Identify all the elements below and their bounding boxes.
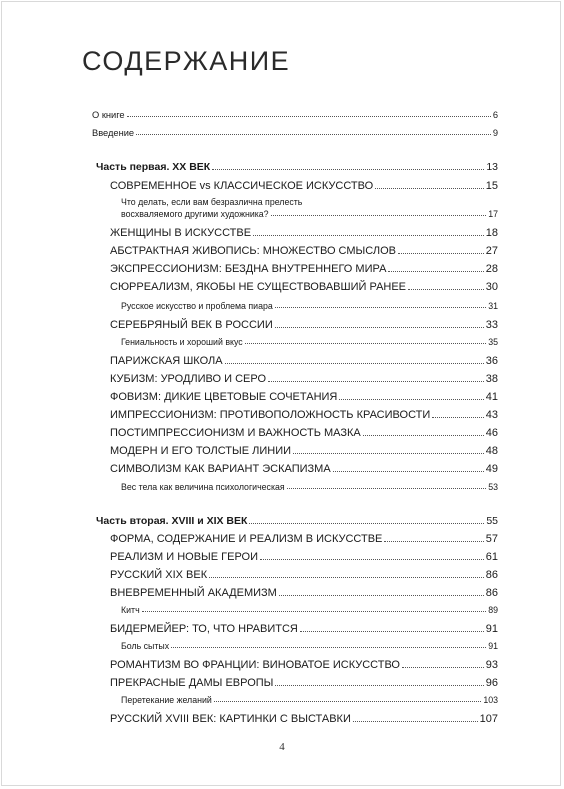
toc-entry-label: О книге bbox=[92, 110, 125, 120]
toc-entry-expressionism[interactable] bbox=[110, 263, 498, 275]
dot-leader bbox=[375, 188, 484, 189]
toc-entry-page: 35 bbox=[488, 337, 498, 347]
dot-leader bbox=[432, 417, 483, 418]
dot-leader bbox=[268, 381, 484, 382]
toc-entry-page: 9 bbox=[492, 128, 498, 138]
toc-entry-page: 89 bbox=[488, 605, 498, 615]
toc-entry-fauvism[interactable] bbox=[110, 391, 498, 403]
toc-entry-symbolism[interactable] bbox=[110, 463, 498, 475]
toc-entry-abstract[interactable] bbox=[110, 245, 498, 257]
toc-entry-page: 28 bbox=[485, 263, 498, 275]
toc-entry-modern-vs-classic[interactable] bbox=[110, 180, 498, 192]
toc-entry-page: 48 bbox=[485, 445, 498, 457]
toc-entry-page: 17 bbox=[488, 209, 498, 219]
toc-entry-label: СОВРЕМЕННОЕ vs КЛАССИЧЕСКОЕ ИСКУССТВО bbox=[110, 180, 374, 192]
dot-leader bbox=[212, 169, 484, 170]
toc-entry-label: МОДЕРН И ЕГО ТОЛСТЫЕ ЛИНИИ bbox=[110, 445, 292, 457]
dot-leader bbox=[275, 327, 484, 328]
toc-entry-page: 30 bbox=[485, 281, 498, 293]
toc-entry-russian-18[interactable] bbox=[110, 713, 498, 725]
toc-entry-page: 43 bbox=[485, 409, 498, 421]
toc-entry-label: восхваляемого другими художника? bbox=[121, 209, 269, 219]
dot-leader bbox=[214, 701, 482, 702]
dot-leader bbox=[339, 399, 483, 400]
toc-entry-women[interactable] bbox=[110, 227, 498, 239]
toc-entry-page: 15 bbox=[485, 180, 498, 192]
toc-entry-page: 49 bbox=[485, 463, 498, 475]
toc-entry-page: 55 bbox=[486, 515, 498, 527]
dot-leader bbox=[363, 435, 484, 436]
dot-leader bbox=[253, 235, 484, 236]
page-number: 4 bbox=[279, 741, 285, 753]
toc-entry-intro[interactable] bbox=[92, 128, 498, 138]
toc-entry-page: 93 bbox=[485, 659, 498, 671]
dot-leader bbox=[260, 559, 484, 560]
toc-subentry-label-line1: Что делать, если вам безразлична прелесть bbox=[121, 197, 303, 207]
toc-entry-page: 18 bbox=[485, 227, 498, 239]
toc-entry-label: ПАРИЖСКАЯ ШКОЛА bbox=[110, 355, 223, 367]
toc-entry-paris-school[interactable] bbox=[110, 355, 498, 367]
toc-entry-label: АБСТРАКТНАЯ ЖИВОПИСЬ: МНОЖЕСТВО СМЫСЛОВ bbox=[110, 245, 396, 257]
dot-leader bbox=[209, 577, 484, 578]
toc-subentry-desires[interactable] bbox=[121, 695, 498, 705]
toc-entry-page: 36 bbox=[485, 355, 498, 367]
toc-entry-page: 61 bbox=[485, 551, 498, 563]
toc-entry-label: СИМВОЛИЗМ КАК ВАРИАНТ ЭСКАПИЗМА bbox=[110, 463, 331, 475]
toc-entry-label: ЖЕНЩИНЫ В ИСКУССТВЕ bbox=[110, 227, 252, 239]
toc-entry-label: Гениальность и хороший вкус bbox=[121, 337, 243, 347]
toc-entry-realism-heroes[interactable] bbox=[110, 551, 498, 563]
dot-leader bbox=[384, 541, 483, 542]
toc-entry-page: 33 bbox=[485, 319, 498, 331]
toc-subentry-genius-taste[interactable] bbox=[121, 337, 498, 347]
toc-entry-label: Вес тела как величина психологическая bbox=[121, 482, 285, 492]
toc-entry-label: ВНЕВРЕМЕННЫЙ АКАДЕМИЗМ bbox=[110, 587, 277, 599]
toc-entry-label: Русское искусство и проблема пиара bbox=[121, 301, 273, 311]
dot-leader bbox=[300, 631, 484, 632]
toc-entry-label: ЭКСПРЕССИОНИЗМ: БЕЗДНА ВНУТРЕННЕГО МИРА bbox=[110, 263, 387, 275]
toc-entry-label: ФОВИЗМ: ДИКИЕ ЦВЕТОВЫЕ СОЧЕТАНИЯ bbox=[110, 391, 338, 403]
toc-entry-page: 46 bbox=[485, 427, 498, 439]
toc-entry-page: 6 bbox=[492, 110, 498, 120]
toc-entry-label: РЕАЛИЗМ И НОВЫЕ ГЕРОИ bbox=[110, 551, 259, 563]
toc-entry-label: РУССКИЙ XIX ВЕК bbox=[110, 569, 208, 581]
toc-entry-page: 53 bbox=[488, 482, 498, 492]
toc-entry-biedermeier[interactable] bbox=[110, 623, 498, 635]
toc-entry-label: РУССКИЙ XVIII ВЕК: КАРТИНКИ С ВЫСТАВКИ bbox=[110, 713, 351, 725]
page-title: СОДЕРЖАНИЕ bbox=[82, 46, 291, 76]
toc-entry-label: СЮРРЕАЛИЗМ, ЯКОБЫ НЕ СУЩЕСТВОВАВШИЙ РАНЕЕ bbox=[110, 281, 407, 293]
dot-leader bbox=[402, 667, 484, 668]
dot-leader bbox=[225, 363, 484, 364]
toc-entry-postimpressionism[interactable] bbox=[110, 427, 498, 439]
toc-entry-page: 38 bbox=[485, 373, 498, 385]
toc-subentry-russian-pr[interactable] bbox=[121, 301, 498, 311]
dot-leader bbox=[275, 685, 483, 686]
toc-entry-romanticism[interactable] bbox=[110, 659, 498, 671]
dot-leader bbox=[275, 307, 486, 308]
toc-entry-label: ПОСТИМПРЕССИОНИЗМ И ВАЖНОСТЬ МАЗКА bbox=[110, 427, 361, 439]
toc-entry-page: 91 bbox=[485, 623, 498, 635]
toc-entry-impressionism[interactable] bbox=[110, 409, 498, 421]
dot-leader bbox=[293, 453, 484, 454]
dot-leader bbox=[127, 116, 491, 117]
toc-part-two[interactable] bbox=[96, 515, 498, 527]
dot-leader bbox=[142, 611, 487, 612]
toc-entry-academism[interactable] bbox=[110, 587, 498, 599]
toc-subentry-pain-fed[interactable] bbox=[121, 641, 498, 651]
toc-entry-cubism[interactable] bbox=[110, 373, 498, 385]
toc-entry-page: 103 bbox=[483, 695, 498, 705]
toc-entry-label: ФОРМА, СОДЕРЖАНИЕ И РЕАЛИЗМ В ИСКУССТВЕ bbox=[110, 533, 383, 545]
toc-entry-form-content[interactable] bbox=[110, 533, 498, 545]
dot-leader bbox=[333, 471, 484, 472]
toc-entry-label: Введение bbox=[92, 128, 135, 138]
toc-entry-page: 96 bbox=[485, 677, 498, 689]
toc-part-label: Часть вторая. XVIII и XIX ВЕК bbox=[96, 515, 248, 527]
dot-leader bbox=[398, 253, 484, 254]
toc-part-one[interactable] bbox=[96, 161, 498, 173]
toc-entry-ladies-europe[interactable] bbox=[110, 677, 498, 689]
dot-leader bbox=[171, 647, 486, 648]
toc-entry-page: 31 bbox=[488, 301, 498, 311]
toc-entry-russian-19[interactable] bbox=[110, 569, 498, 581]
toc-entry-page: 57 bbox=[485, 533, 498, 545]
toc-entry-label: ПРЕКРАСНЫЕ ДАМЫ ЕВРОПЫ bbox=[110, 677, 274, 689]
toc-entry-label: СЕРЕБРЯНЫЙ ВЕК В РОССИИ bbox=[110, 319, 273, 331]
toc-entry-page: 86 bbox=[485, 569, 498, 581]
toc-entry-label: Боль сытых bbox=[121, 641, 170, 651]
toc-subentry-kitsch[interactable] bbox=[121, 605, 498, 615]
dot-leader bbox=[249, 523, 484, 524]
dot-leader bbox=[136, 134, 491, 135]
toc-entry-label: РОМАНТИЗМ ВО ФРАНЦИИ: ВИНОВАТОЕ ИСКУССТВО bbox=[110, 659, 400, 671]
dot-leader bbox=[388, 271, 483, 272]
toc-subentry-what-to-do[interactable] bbox=[121, 209, 498, 219]
toc-entry-label: Китч bbox=[121, 605, 140, 615]
dot-leader bbox=[408, 289, 484, 290]
toc-entry-surrealism[interactable] bbox=[110, 281, 498, 293]
toc-entry-page: 86 bbox=[485, 587, 498, 599]
toc-entry-about-book[interactable] bbox=[92, 110, 498, 120]
toc-entry-label: Перетекание желаний bbox=[121, 695, 212, 705]
toc-entry-label: КУБИЗМ: УРОДЛИВО И СЕРО bbox=[110, 373, 267, 385]
toc-entry-page: 27 bbox=[485, 245, 498, 257]
toc-entry-page: 41 bbox=[485, 391, 498, 403]
toc-entry-label: ИМПРЕССИОНИЗМ: ПРОТИВОПОЛОЖНОСТЬ КРАСИВОСТИ bbox=[110, 409, 431, 421]
toc-entry-page: 91 bbox=[488, 641, 498, 651]
toc-entry-label: БИДЕРМЕЙЕР: ТО, ЧТО НРАВИТСЯ bbox=[110, 623, 298, 635]
dot-leader bbox=[271, 215, 487, 216]
dot-leader bbox=[279, 595, 484, 596]
toc-entry-silver-age[interactable] bbox=[110, 319, 498, 331]
toc-entry-page: 107 bbox=[479, 713, 498, 725]
dot-leader bbox=[287, 488, 487, 489]
toc-entry-page: 13 bbox=[486, 161, 498, 173]
toc-subentry-body-weight[interactable] bbox=[121, 482, 498, 492]
dot-leader bbox=[245, 343, 487, 344]
dot-leader bbox=[353, 721, 478, 722]
toc-entry-modern-lines[interactable] bbox=[110, 445, 498, 457]
toc-part-label: Часть первая. XX ВЕК bbox=[96, 161, 211, 173]
